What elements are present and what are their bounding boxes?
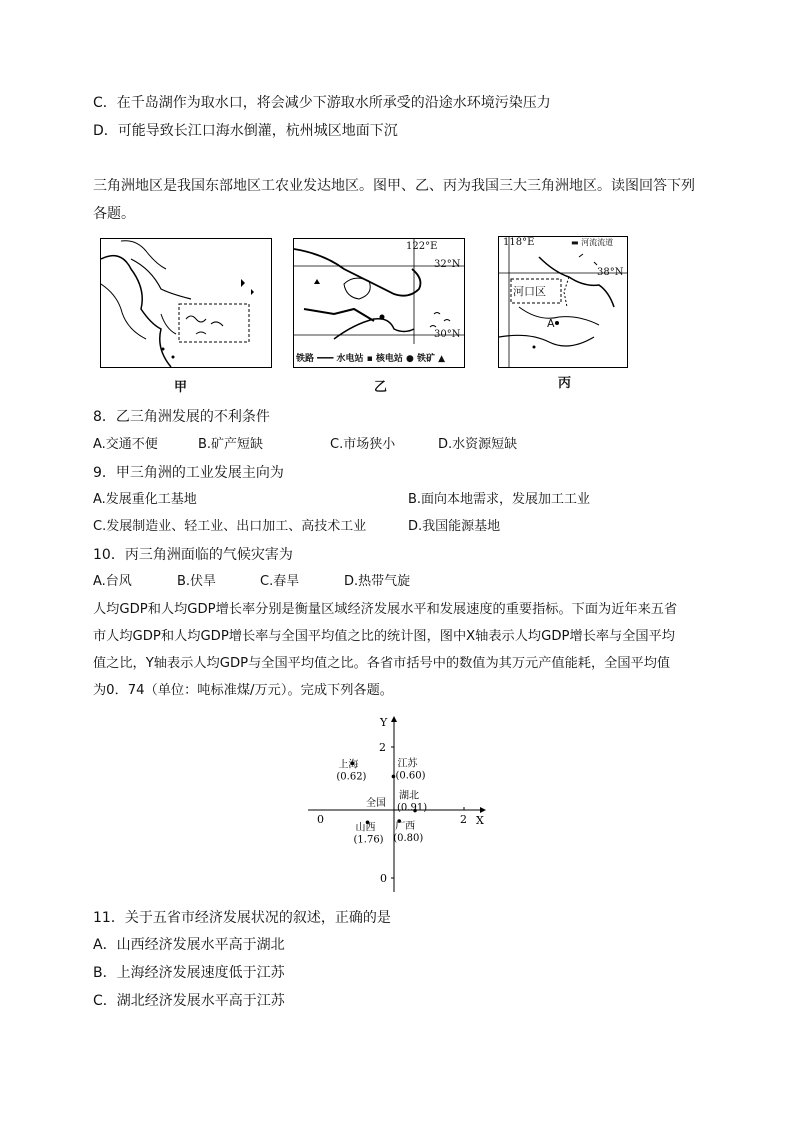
point-4-value: (0.80): [393, 833, 424, 845]
intro-line-2: 各题。: [93, 206, 135, 222]
point-0-value: (0.62): [336, 771, 367, 783]
q9-option-b: B.面向本地需求，发展加工工业: [408, 492, 591, 507]
point-3-name: 山西: [355, 822, 376, 834]
map-jia: [100, 238, 272, 368]
map-yi-caption: 乙: [374, 380, 388, 395]
origin-label: 全国: [366, 798, 386, 809]
q10-option-d: D.热带气旋: [344, 574, 411, 589]
scatter-chart: [300, 712, 490, 897]
passage2-line-1: 人均GDP和人均GDP增长率分别是衡量区域经济发展水平和发展速度的重要指标。下面为近年来五省: [93, 602, 678, 617]
map-yi: [293, 238, 465, 368]
map-yi-lat-top: 32°N: [434, 259, 461, 270]
point-3-value: (1.76): [353, 834, 384, 846]
y-axis-label: Y: [380, 716, 388, 729]
point-1-value: (0.60): [395, 770, 426, 782]
map-yi-lon-label: 122°E: [406, 241, 438, 252]
option-c-previous: C．在千岛湖作为取水口，将会减少下游取水所承受的沿途水环境污染压力: [93, 95, 551, 111]
q11-option-c: C．湖北经济发展水平高于江苏: [93, 993, 285, 1009]
q9-stem: 9．甲三角洲的工业发展主向为: [93, 465, 284, 481]
map-jia-drawing: [101, 239, 271, 367]
q9-option-a: A.发展重化工基地: [93, 492, 197, 507]
point-0-name: 上海: [338, 759, 359, 771]
q8-option-a: A.交通不便: [93, 437, 158, 452]
x-tick-0: 0: [317, 813, 324, 826]
q10-stem: 10．丙三角洲面临的气候灾害为: [93, 547, 293, 563]
point-2-name: 湖北: [399, 790, 420, 802]
point-2-value: (0.91): [397, 802, 428, 814]
map-bing-legend: ▬ 河流流道: [571, 238, 614, 247]
q8-option-b: B.矿产短缺: [198, 437, 264, 452]
map-bing-lon-label: 118°E: [503, 237, 535, 248]
x-axis-arrow: [480, 807, 486, 813]
y-axis-arrow: [391, 716, 397, 722]
point-1-name: 江苏: [397, 758, 418, 770]
x-axis-label: X: [476, 814, 484, 827]
q8-stem: 8．乙三角洲发展的不利条件: [93, 409, 270, 425]
map-bing-point-label: A: [547, 317, 555, 330]
q8-option-d: D.水资源短缺: [438, 437, 518, 452]
q11-option-b: B．上海经济发展速度低于江苏: [93, 965, 285, 981]
y-tick-2: 2: [379, 741, 386, 754]
y-tick-0: 0: [380, 872, 387, 885]
q10-option-c: C.春旱: [260, 574, 300, 589]
option-d-previous: D．可能导致长江口海水倒灌，杭州城区地面下沉: [93, 123, 398, 139]
passage2-line-2: 市人均GDP和人均GDP增长率与全国平均值之比的统计图，图中X轴表示人均GDP增长率与全国平均: [93, 629, 675, 644]
map-bing-drawing: [499, 237, 627, 367]
q10-option-b: B.伏旱: [177, 574, 217, 589]
q9-option-c: C.发展制造业、轻工业、出口加工、高技术工业: [93, 519, 367, 534]
map-jia-caption: 甲: [174, 380, 188, 395]
map-bing: [498, 236, 628, 368]
map-bing-region-label: 河口区: [513, 285, 546, 298]
q11-stem: 11．关于五省市经济发展状况的叙述，正确的是: [93, 910, 391, 926]
q9-option-d: D.我国能源基地: [408, 519, 501, 534]
passage2-line-4: 为0．74（单位：吨标准煤/万元）。完成下列各题。: [93, 683, 393, 698]
intro-line-1: 三角洲地区是我国东部地区工农业发达地区。图甲、乙、丙为我国三大三角洲地区。读图回答下列: [93, 178, 695, 194]
passage2-line-3: 值之比，Y轴表示人均GDP与全国平均值之比。各省市括号中的数值为其万元产值能耗，全国平均值: [93, 656, 671, 671]
q11-option-a: A．山西经济发展水平高于湖北: [93, 937, 285, 953]
map-yi-lat-bottom: 30°N: [434, 329, 461, 340]
map-yi-legend: 铁路 ━━━ 水电站 ▪ 核电站 ● 铁矿 ▲: [296, 354, 446, 364]
q8-option-c: C.市场狭小: [330, 437, 396, 452]
point-4-name: 广西: [395, 821, 416, 833]
q10-option-a: A.台风: [93, 574, 132, 589]
map-bing-lat-label: 38°N: [597, 267, 624, 278]
map-bing-caption: 丙: [558, 376, 572, 391]
scatter-chart-svg: [300, 712, 490, 897]
x-tick-2: 2: [460, 813, 467, 826]
